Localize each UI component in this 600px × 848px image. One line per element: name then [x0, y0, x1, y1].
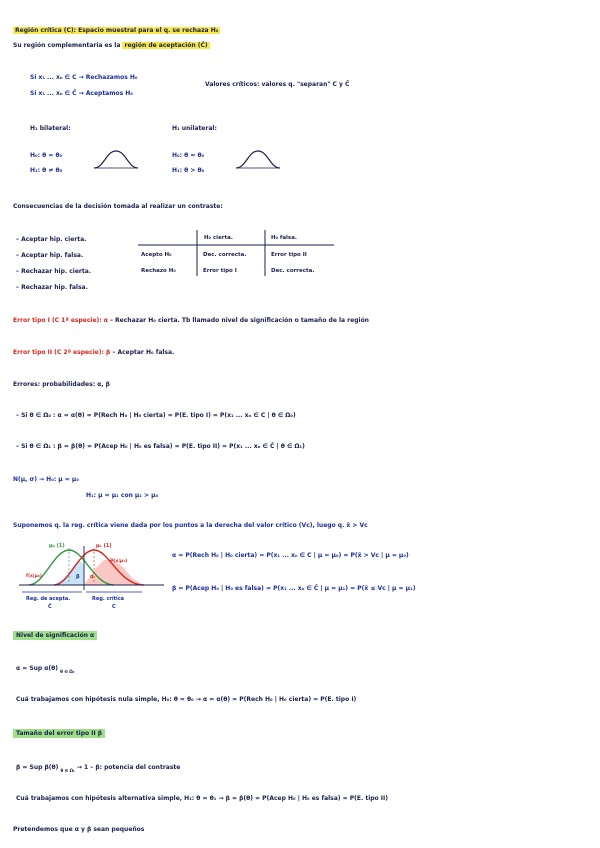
error-type-2: [13, 349, 174, 357]
error-type-1-desc: – Rechazar H₀ cierta. Tb llamado nivel de significación o tamaño de la región: [107, 317, 369, 324]
type2-sup: [16, 764, 180, 772]
power-note: → 1 – β: potencia del contraste: [76, 764, 181, 771]
option-4: – Rechazar hip. falsa.: [16, 284, 88, 291]
significance-sup: [16, 665, 74, 673]
graph-mu0-label: μ₀ (1): [49, 543, 65, 549]
formula-beta-normal: β = P(Acep H₀ | H₀ es falsa) = P(x₁ ... xₙ ∈ C̄ | μ = μ₁) = P(x̄ ≤ Vc | μ = μ₁): [172, 585, 416, 592]
normal-h1: H₁: μ = μ₁ con μ₁ > μ₀: [86, 492, 159, 499]
type2-size-heading-text: Tamaño del error tipo II β: [13, 729, 105, 738]
error-probabilities: Errores: probabilidades: α, β: [13, 381, 110, 388]
unilateral-h0: H₀: θ = θ₀: [172, 152, 205, 159]
critical-values-note: Valores críticos: valores q. "separan" C y C̄: [205, 81, 350, 88]
bilateral-label: H₁ bilateral:: [30, 125, 71, 132]
formula-beta-general: – Si θ ∈ Ω₁ : β = β(θ) = P(Acep H₀ | H₀ es falsa) = P(E. tipo II) = P(x₁ ... xₙ ∈ C̄ | θ ∈ Ω₁): [16, 443, 305, 450]
bilateral-h1: H₁: θ ≠ θ₀: [30, 167, 63, 174]
table-cell-type2: Error tipo II: [271, 252, 307, 258]
type2-sup-subscript: θ ∈ Ω₁: [60, 768, 75, 773]
unilateral-label: H₁ unilateral:: [172, 125, 217, 132]
graph-beta-label: β: [76, 574, 80, 580]
graph-acceptance-label: Reg. de acepta.: [26, 596, 71, 602]
table-row-reject: Rechazo H₀: [141, 268, 176, 274]
bilateral-curve-sketch: [92, 148, 140, 172]
acceptance-highlight: región de aceptación (C̄): [124, 42, 208, 49]
critical-region-text: Región crítica (C): Espacio muestral para el q. se rechaza H₀: [15, 27, 219, 34]
graph-alpha-label: α: [90, 574, 94, 580]
unilateral-h1: H₁: θ > θ₀: [172, 167, 205, 174]
table-cell-type1: Error tipo I: [203, 268, 237, 274]
type2-sup-text: β = Sup β(θ): [16, 764, 59, 771]
option-2: – Aceptar hip. falsa.: [16, 252, 84, 259]
error-type-1: [13, 317, 369, 325]
formula-alpha-normal: α = P(Rech H₀ | H₀ cierta) = P(x₁ ... xₙ ∈ C | μ = μ₀) = P(x̄ > Vc | μ = μ₀): [172, 552, 409, 559]
type2-simple-alt: Cuá trabajamos con hipótesis alternativa simple, H₁: θ = θ₁ → β = β(θ) = P(Acep H₀ | H₀ es falsa) = P(E. tipo II): [16, 795, 388, 802]
error-type-1-label: Error tipo I (C 1ª especie): α: [13, 317, 108, 324]
table-header-h0-true: H₀ cierta.: [204, 235, 233, 241]
distribution-graph: [14, 540, 174, 610]
table-cell-correct-1: Dec. correcta.: [203, 252, 247, 258]
consequences-heading: Consecuencias de la decisión tomada al realizar un contraste:: [13, 203, 223, 210]
table-cell-correct-2: Dec. correcta.: [271, 268, 315, 274]
unilateral-curve-sketch: [234, 148, 282, 172]
rule-reject: Si x₁ ... xₙ ∈ C → Rechazamos H₀: [30, 74, 138, 81]
significance-sup-text: α = Sup α(θ): [16, 665, 59, 672]
definition-acceptance-region: [13, 42, 210, 50]
significance-heading-text: Nivel de significación α: [13, 631, 97, 640]
acceptance-intro: Su región complementaria es la: [13, 42, 123, 49]
significance-simple-null: Cuá trabajamos con hipótesis nula simple, H₀: θ = θ₀ → α = α(θ) = P(Rech H₀ | H₀ cierta) = P(E. tipo I): [16, 696, 357, 703]
option-3: – Rechazar hip. cierta.: [16, 268, 92, 275]
graph-acceptance-symbol: C̄: [48, 604, 52, 610]
significance-heading: [13, 632, 97, 640]
error-type-2-label: Error tipo II (C 2ª especie): β: [13, 349, 111, 356]
graph-f2-label: P(x|μ₁): [110, 559, 128, 564]
closing-note: Pretendemos que α y β sean pequeños: [13, 826, 145, 833]
table-header-h0-false: H₀ falsa.: [271, 235, 297, 241]
normal-h0: N(μ, σ) → H₀: μ = μ₀: [13, 476, 79, 483]
graph-f1-label: f(x|μ₀): [26, 574, 42, 579]
option-1: – Aceptar hip. cierta.: [16, 236, 87, 243]
critical-assumption: Suponemos q. la reg. crítica viene dada por los puntos a la derecha del valor crítico (Vc), luego q. x̄ > Vc: [13, 522, 368, 529]
significance-sup-subscript: θ ∈ Ω₀: [60, 669, 75, 674]
error-type-2-desc: – Aceptar H₀ falsa.: [110, 349, 175, 356]
rule-accept: Si x₁ ... xₙ ∈ C̄ → Aceptamos H₀: [30, 90, 133, 97]
formula-alpha-general: – Si θ ∈ Ω₀ : α = α(θ) = P(Rech H₀ | H₀ cierta) = P(E. tipo I) = P(x₁ ... xₙ ∈ C | θ ∈ Ω₀): [16, 412, 296, 419]
type2-size-heading: [13, 730, 105, 738]
table-row-accept: Acepto H₀: [141, 252, 172, 258]
definition-critical-region: [13, 27, 220, 35]
bilateral-h0: H₀: θ = θ₀: [30, 152, 63, 159]
graph-mu1-label: μ₁ (1): [96, 543, 112, 549]
graph-critical-symbol: C: [112, 604, 116, 610]
graph-critical-label: Reg. crítica: [92, 596, 125, 602]
